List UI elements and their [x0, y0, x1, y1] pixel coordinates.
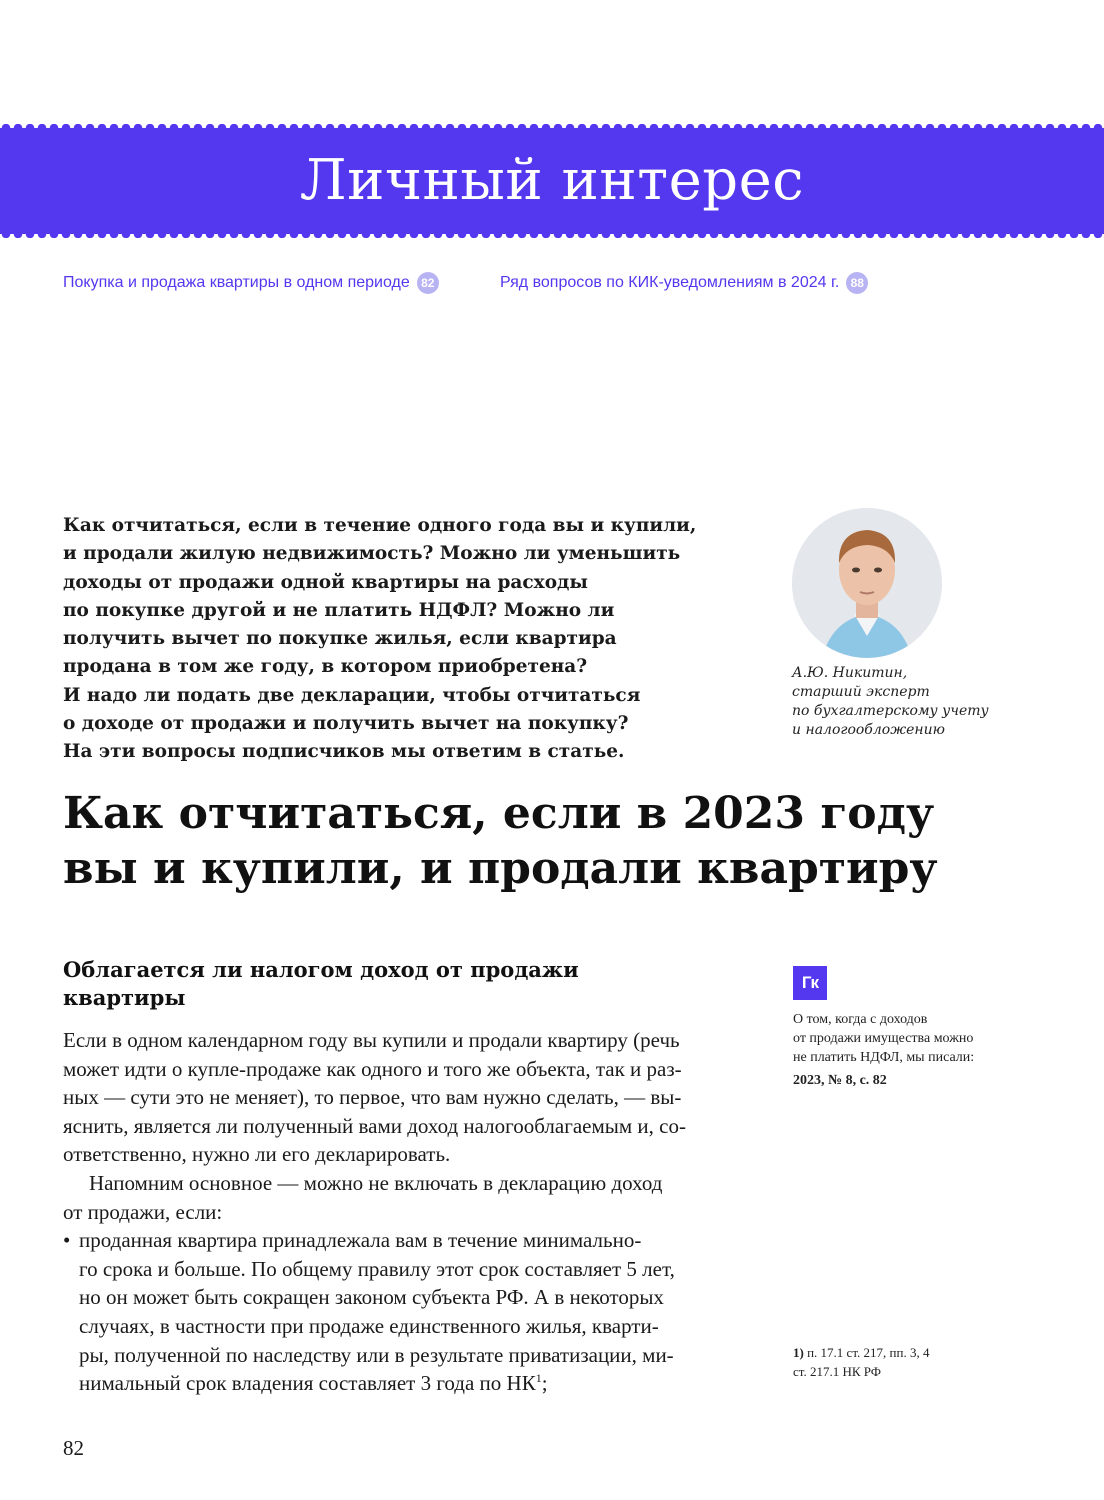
author-caption-line: старший эксперт — [792, 684, 930, 700]
body-line: яснить, является ли полученный вами доход налогооблагаемым и, со- — [63, 1113, 686, 1138]
section-subheading — [63, 956, 703, 1012]
lead-line: На эти вопросы подписчиков мы ответим в статье. — [63, 741, 625, 763]
article-body — [63, 1026, 753, 1398]
related-link-1[interactable] — [63, 272, 439, 294]
body-line — [79, 1369, 753, 1398]
related-link-1-page-badge: 82 — [417, 272, 439, 294]
author-caption — [792, 664, 1032, 740]
bullet-marker: • — [63, 1228, 71, 1253]
body-line: ных — сути это не меняет), то первое, что вам нужно сделать, — вы- — [63, 1085, 682, 1110]
lead-line: продана в том же году, в котором приобретена? — [63, 656, 588, 678]
subheading-line: квартиры — [63, 985, 186, 1010]
body-line: случаях, в частности при продаже единственного жилья, кварти- — [79, 1313, 659, 1338]
footnote — [793, 1343, 1053, 1381]
subheading-line: Облагается ли налогом доход от продажи — [63, 957, 579, 982]
body-line: от продажи, если: — [63, 1199, 223, 1224]
author-caption-line: и налогообложению — [792, 722, 945, 738]
author-caption-line: А.Ю. Никитин, — [792, 665, 908, 681]
sidebar-note-line: не платить НДФЛ, мы писали: — [793, 1050, 975, 1065]
lead-paragraph — [63, 512, 763, 767]
lead-line: о доходе от продажи и получить вычет на покупку? — [63, 713, 629, 735]
lead-line: доходы от продажи одной квартиры на расходы — [63, 571, 588, 593]
body-line: Если в одном календарном году вы купили и продали квартиру (речь — [63, 1028, 680, 1052]
sidebar-note-line: от продажи имущества можно — [793, 1031, 974, 1046]
lead-line: по покупке другой и не платить НДФЛ? Можно ли — [63, 599, 615, 621]
body-line-end: ; — [541, 1371, 548, 1396]
lead-line: получить вычет по покупке жилья, если квартира — [63, 628, 617, 650]
footnote-line: ст. 217.1 НК РФ — [793, 1364, 882, 1379]
body-line: ответственно, нужно ли его декларировать. — [63, 1142, 451, 1167]
section-banner — [0, 128, 1104, 234]
body-line: проданная квартира принадлежала вам в течение минимально- — [79, 1228, 642, 1253]
body-line: ры, полученной по наследству или в результате приватизации, ми- — [79, 1342, 674, 1367]
sidebar-reference[interactable]: 2023, № 8, с. 82 — [793, 1073, 887, 1088]
lead-line: и продали жилую недвижимость? Можно ли уменьшить — [63, 543, 681, 565]
body-line: Напомним основное — можно не включать в декларацию доход — [89, 1170, 663, 1195]
gk-logo-icon: Гк — [793, 966, 827, 1000]
sidebar-note — [793, 1010, 1053, 1090]
body-line: го срока и больше. По общему правилу этот срок составляет 5 лет, — [79, 1256, 675, 1281]
page-number: 82 — [63, 1436, 84, 1460]
sidebar-note-line: О том, когда с доходов — [793, 1012, 928, 1027]
lead-line: Как отчитаться, если в течение одного года вы и купили, — [63, 515, 697, 536]
footnote-text: п. 17.1 ст. 217, пп. 3, 4 — [803, 1345, 930, 1360]
related-link-1-text: Покупка и продажа квартиры в одном периоде — [63, 274, 410, 291]
body-line: но он может быть сокращен законом субъекта РФ. А в некоторых — [79, 1285, 664, 1310]
related-link-2-text: Ряд вопросов по КИК-уведомлениям в 2024 г. — [500, 274, 840, 291]
lead-line: И надо ли подать две декларации, чтобы отчитаться — [63, 684, 641, 706]
article-headline — [63, 786, 1023, 896]
body-line-text: нимальный срок владения составляет 3 года по НК — [79, 1371, 536, 1396]
author-caption-line: по бухгалтерскому учету — [792, 703, 989, 719]
footnote-reference[interactable]: 1 — [535, 1371, 542, 1386]
related-link-2-page-badge: 88 — [846, 272, 868, 294]
section-title: Личный интерес — [299, 148, 805, 213]
related-link-2[interactable] — [500, 272, 868, 294]
headline-line: Как отчитаться, если в 2023 году — [63, 788, 935, 839]
footnote-line — [793, 1343, 1053, 1362]
footnote-mark: 1) — [793, 1345, 804, 1360]
body-line: может идти о купле-продаже как одного и того же объекта, так и раз- — [63, 1056, 682, 1081]
author-portrait-icon — [792, 508, 942, 658]
bullet-item — [63, 1226, 753, 1398]
headline-line: вы и купили, и продали квартиру — [63, 843, 938, 894]
author-photo — [792, 508, 942, 658]
